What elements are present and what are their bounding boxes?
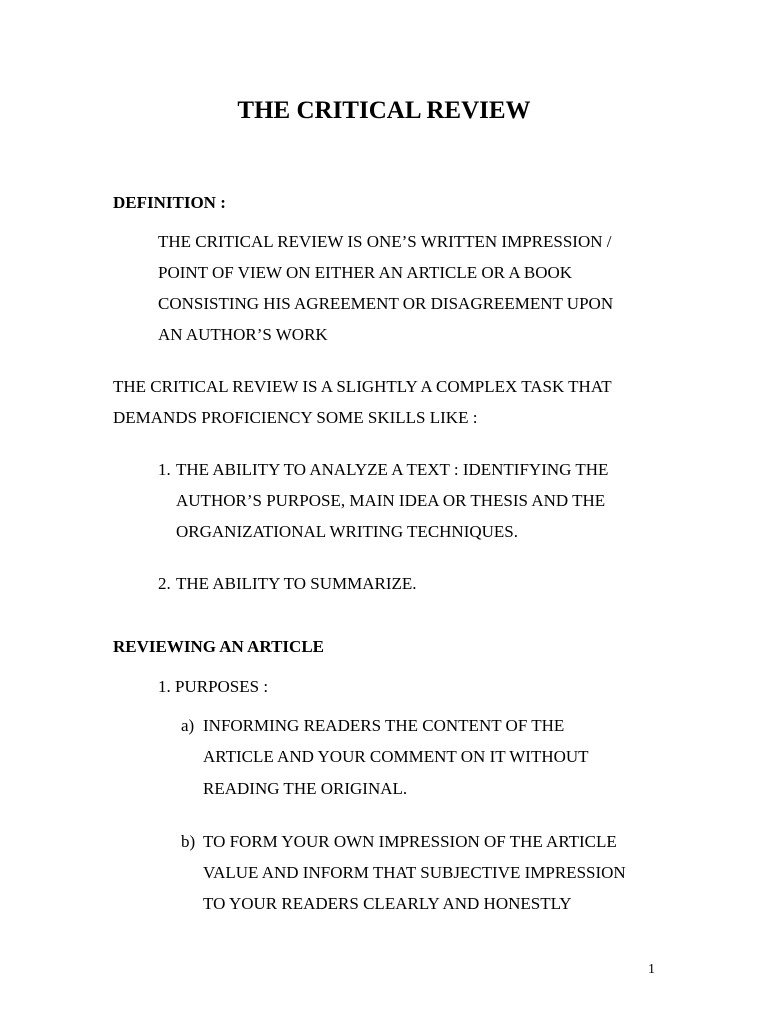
purpose-marker: a): [181, 716, 195, 735]
definition-line: CONSISTING HIS AGREEMENT OR DISAGREEMENT UPON: [158, 294, 614, 313]
definition-line: AN AUTHOR’S WORK: [158, 325, 328, 344]
purpose-marker: b): [181, 832, 196, 851]
purpose-line: ARTICLE AND YOUR COMMENT ON IT WITHOUT: [203, 747, 589, 766]
skill-number: 2.: [158, 574, 171, 593]
purpose-line: TO YOUR READERS CLEARLY AND HONESTLY: [203, 894, 572, 913]
skill-line: ORGANIZATIONAL WRITING TECHNIQUES.: [176, 522, 519, 541]
intro-line: THE CRITICAL REVIEW IS A SLIGHTLY A COMPLEX TASK THAT: [113, 377, 612, 396]
skill-line: THE ABILITY TO SUMMARIZE.: [176, 574, 417, 593]
intro-line: DEMANDS PROFICIENCY SOME SKILLS LIKE :: [113, 408, 478, 427]
purpose-line: VALUE AND INFORM THAT SUBJECTIVE IMPRESSION: [203, 863, 626, 882]
definition-heading: DEFINITION :: [113, 193, 226, 212]
skill-number: 1.: [158, 460, 171, 479]
definition-line: POINT OF VIEW ON EITHER AN ARTICLE OR A BOOK: [158, 263, 573, 282]
skill-line: THE ABILITY TO ANALYZE A TEXT : IDENTIFYING THE: [176, 460, 609, 479]
definition-line: THE CRITICAL REVIEW IS ONE’S WRITTEN IMPRESSION /: [158, 232, 612, 251]
purpose-line: TO FORM YOUR OWN IMPRESSION OF THE ARTICLE: [203, 832, 617, 851]
document-title: THE CRITICAL REVIEW: [237, 97, 531, 124]
purpose-line: READING THE ORIGINAL.: [203, 779, 408, 798]
purposes-label: 1. PURPOSES :: [158, 677, 269, 696]
purpose-line: INFORMING READERS THE CONTENT OF THE: [203, 716, 565, 735]
skill-line: AUTHOR’S PURPOSE, MAIN IDEA OR THESIS AND THE: [176, 491, 606, 510]
reviewing-heading: REVIEWING AN ARTICLE: [113, 637, 325, 656]
page-number: 1: [648, 962, 655, 977]
